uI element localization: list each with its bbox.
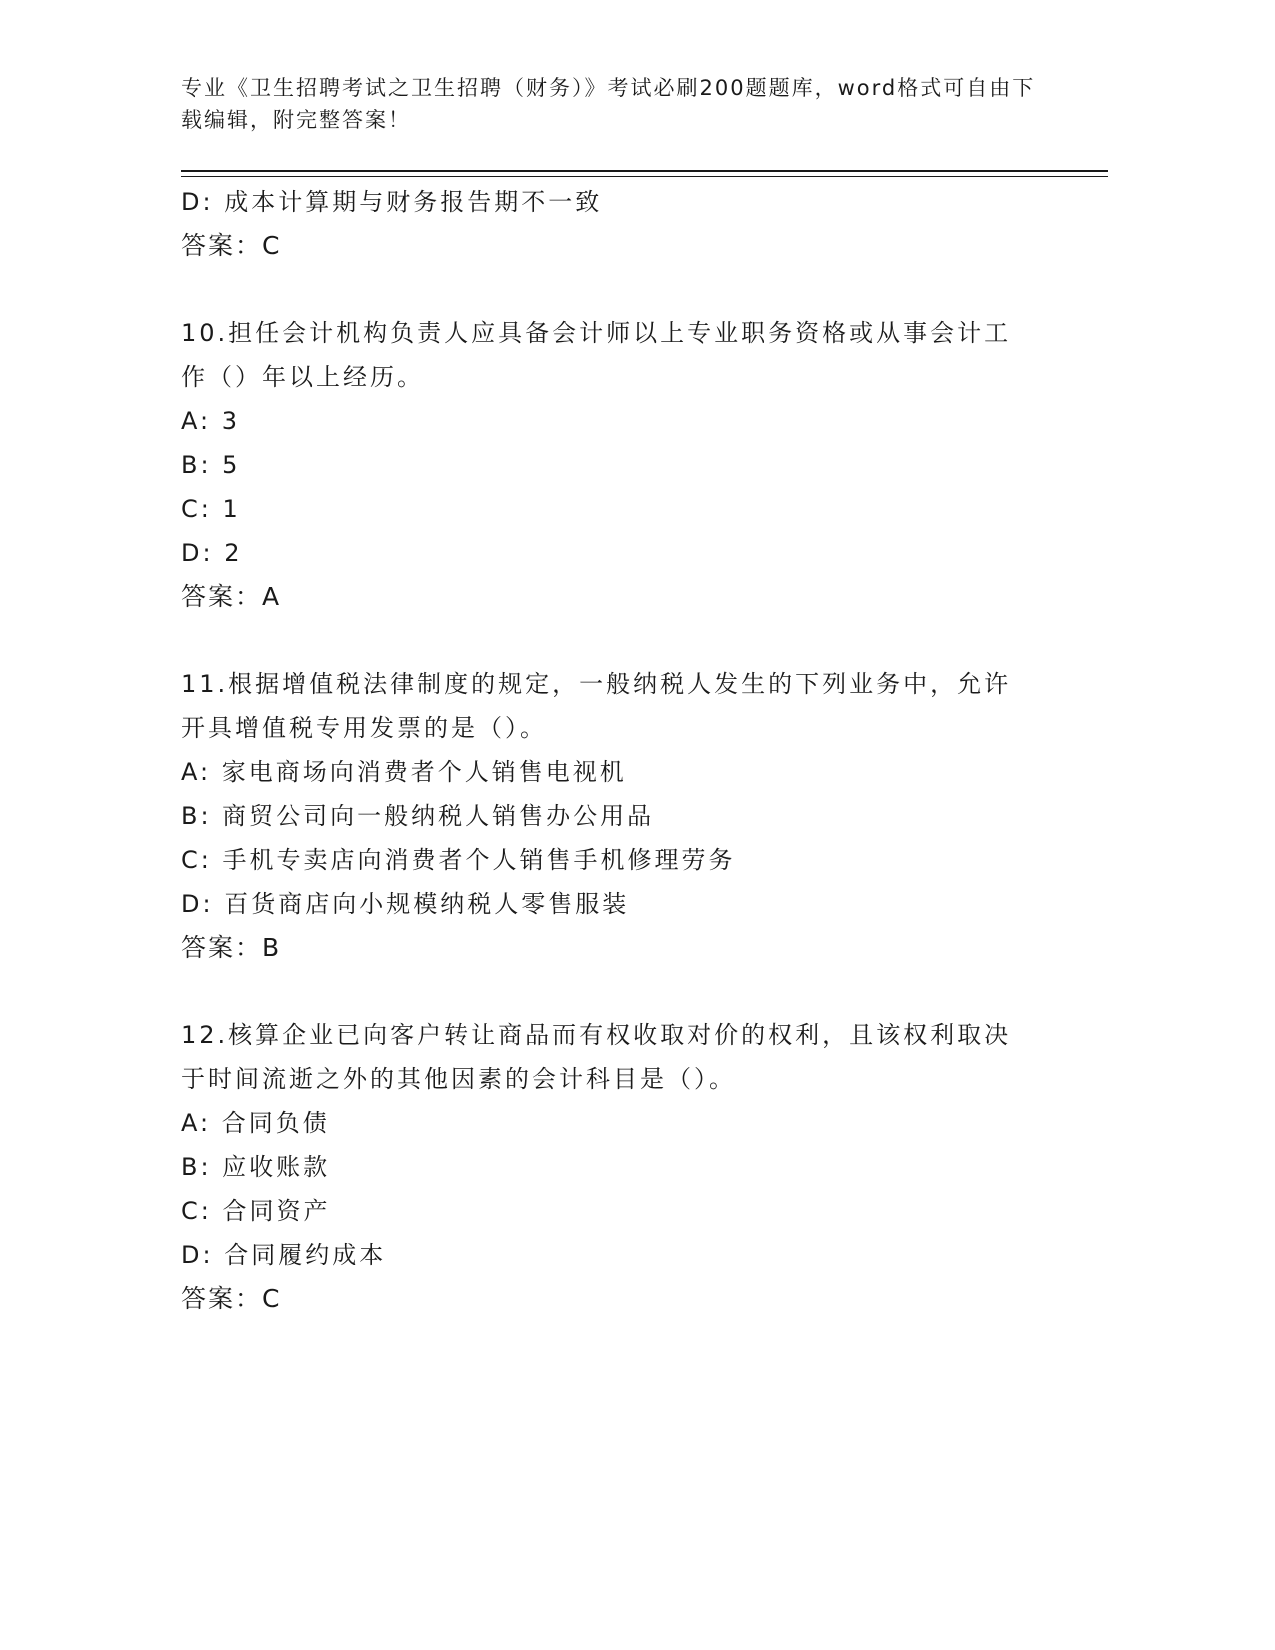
header-divider-thick: [181, 170, 1108, 172]
question-stem: 12.核算企业已向客户转让商品而有权收取对价的权利，且该权利取决: [181, 1021, 1012, 1049]
option-b: B: 5: [181, 451, 241, 479]
question-stem: 11.根据增值税法律制度的规定，一般纳税人发生的下列业务中，允许: [181, 670, 1012, 698]
header-divider-thin: [181, 176, 1108, 177]
previous-question-tail: [181, 180, 1041, 268]
question-stem: 于时间流逝之外的其他因素的会计科目是（）。: [181, 1065, 736, 1093]
option-c: C: 手机专卖店向消费者个人销售手机修理劳务: [181, 846, 736, 874]
option-a: A: 家电商场向消费者个人销售电视机: [181, 758, 627, 786]
question-content: [181, 180, 1041, 1321]
question-stem: 作（）年以上经历。: [181, 363, 424, 391]
document-header: 专业《卫生招聘考试之卫生招聘（财务）》考试必刷200题题库，word格式可自由下载编辑，附完整答案！: [181, 76, 1036, 132]
option-a: A: 合同负债: [181, 1109, 330, 1137]
question-10: [181, 311, 1041, 619]
option-d: D: 合同履约成本: [181, 1241, 387, 1269]
option-a: A: 3: [181, 407, 240, 435]
option-c: C: 合同资产: [181, 1197, 331, 1225]
question-11: [181, 662, 1041, 970]
option-b: B: 商贸公司向一般纳税人销售办公用品: [181, 802, 655, 830]
option-d: D: 2: [181, 539, 243, 567]
answer-line: 答案：A: [181, 582, 282, 611]
option-c: C: 1: [181, 495, 241, 523]
option-d: D: 成本计算期与财务报告期不一致: [181, 188, 603, 216]
answer-line: 答案：C: [181, 231, 282, 260]
question-12: [181, 1013, 1041, 1321]
answer-line: 答案：C: [181, 1284, 282, 1313]
question-stem: 10.担任会计机构负责人应具备会计师以上专业职务资格或从事会计工: [181, 319, 1012, 347]
option-b: B: 应收账款: [181, 1153, 331, 1181]
answer-line: 答案：B: [181, 933, 282, 962]
question-stem: 开具增值税专用发票的是（）。: [181, 714, 547, 742]
option-d: D: 百货商店向小规模纳税人零售服装: [181, 890, 630, 918]
